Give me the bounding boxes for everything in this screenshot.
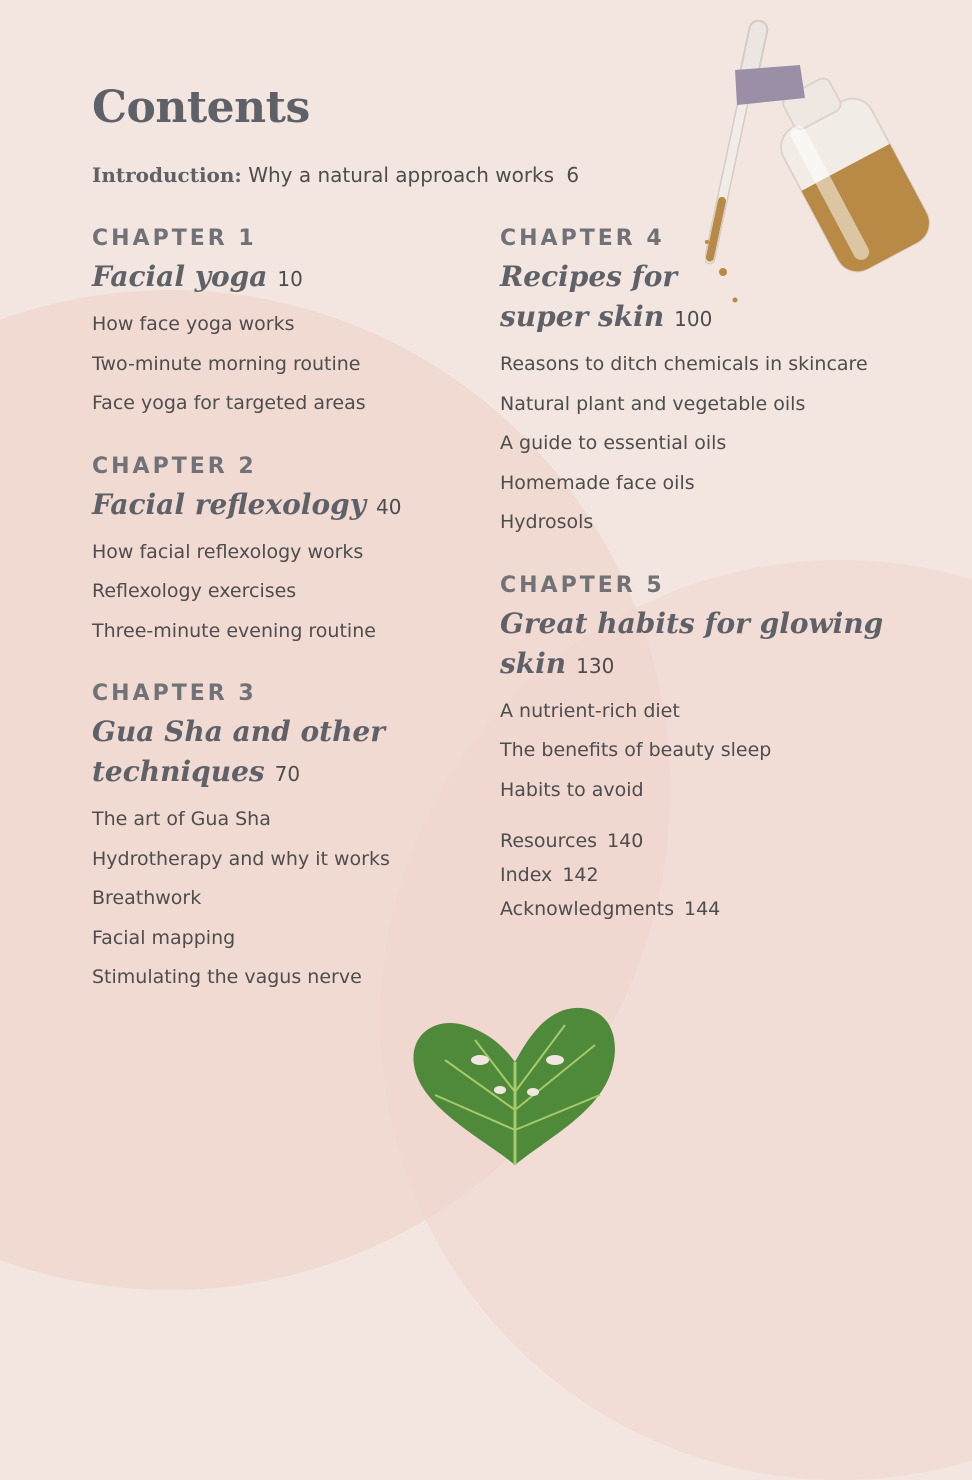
list-item: Hydrosols bbox=[500, 511, 594, 533]
back-matter-page: 140 bbox=[607, 830, 644, 852]
list-item: Two-minute morning routine bbox=[92, 352, 361, 375]
chapter-page-number: 10 bbox=[277, 267, 303, 291]
list-item: How facial reflexology works bbox=[92, 540, 364, 563]
chapter-title-text: Facial reflexology bbox=[92, 487, 366, 521]
back-matter-label: Acknowledgments bbox=[500, 898, 674, 920]
chapter-page-number: 100 bbox=[674, 307, 713, 331]
back-matter-item bbox=[500, 824, 920, 858]
list-item: A guide to essential oils bbox=[500, 432, 727, 454]
chapter-items bbox=[92, 800, 482, 998]
list-item: The art of Gua Sha bbox=[92, 808, 271, 830]
chapter-5 bbox=[500, 573, 920, 927]
list-item: Habits to avoid bbox=[500, 778, 644, 801]
monstera-heart-leaf-icon bbox=[405, 1000, 625, 1170]
chapter-page-number: 130 bbox=[576, 653, 615, 678]
right-column bbox=[500, 226, 920, 956]
chapter-2 bbox=[92, 454, 482, 652]
chapter-title-line-1: Recipes for bbox=[500, 260, 678, 293]
back-matter-label: Index bbox=[500, 864, 553, 886]
chapter-title bbox=[92, 485, 482, 527]
list-item: Reasons to ditch chemicals in skincare bbox=[500, 353, 868, 375]
chapter-title-text: Facial yoga bbox=[92, 260, 268, 293]
chapter-title-line-2: skin bbox=[500, 646, 567, 680]
list-item: Natural plant and vegetable oils bbox=[500, 392, 806, 415]
list-item: Breathwork bbox=[92, 887, 202, 909]
introduction-label: Introduction: bbox=[92, 163, 242, 187]
list-item: Facial mapping bbox=[92, 926, 236, 949]
list-item: Face yoga for targeted areas bbox=[92, 392, 366, 414]
chapter-title-line-1: Great habits for glowing bbox=[500, 606, 884, 640]
chapter-label: CHAPTER 5 bbox=[500, 572, 665, 598]
list-item: A nutrient-rich diet bbox=[500, 699, 680, 722]
list-item: Three-minute evening routine bbox=[92, 619, 376, 642]
chapter-label: CHAPTER 3 bbox=[92, 681, 257, 706]
chapter-page-number: 40 bbox=[375, 494, 402, 519]
back-matter-page: 142 bbox=[562, 864, 599, 886]
left-column bbox=[92, 226, 482, 1028]
introduction-page: 6 bbox=[566, 163, 580, 187]
list-item: Hydrotherapy and why it works bbox=[92, 847, 390, 870]
chapter-title bbox=[500, 604, 920, 686]
chapter-items bbox=[500, 692, 920, 811]
chapter-items bbox=[92, 533, 482, 652]
introduction-entry bbox=[92, 163, 579, 187]
back-matter-label: Resources bbox=[500, 830, 598, 852]
list-item: Homemade face oils bbox=[500, 471, 695, 494]
introduction-text: Why a natural approach works bbox=[248, 163, 555, 187]
chapter-title-line-1: Gua Sha and other bbox=[92, 715, 385, 748]
back-matter-page: 144 bbox=[684, 898, 721, 920]
list-item: How face yoga works bbox=[92, 313, 295, 335]
list-item: Reflexology exercises bbox=[92, 580, 297, 602]
chapter-label: CHAPTER 1 bbox=[92, 226, 257, 251]
back-matter-item bbox=[500, 858, 920, 892]
list-item: Stimulating the vagus nerve bbox=[92, 966, 362, 988]
chapter-items bbox=[92, 305, 482, 424]
chapter-label: CHAPTER 4 bbox=[500, 226, 665, 251]
chapter-items bbox=[500, 345, 920, 543]
page-title: Contents bbox=[92, 82, 310, 133]
chapter-label: CHAPTER 2 bbox=[92, 453, 257, 479]
oil-dropper-bottle-icon bbox=[705, 10, 945, 330]
chapter-title bbox=[92, 257, 482, 299]
chapter-1 bbox=[92, 226, 482, 424]
back-matter-list bbox=[500, 824, 920, 926]
chapter-3 bbox=[92, 681, 482, 998]
list-item: The benefits of beauty sleep bbox=[500, 739, 772, 761]
back-matter-item bbox=[500, 892, 920, 926]
chapter-page-number: 70 bbox=[274, 762, 301, 786]
chapter-title bbox=[92, 712, 482, 794]
chapter-title-line-2: super skin bbox=[500, 300, 665, 333]
chapter-title-line-2: techniques bbox=[92, 755, 265, 788]
